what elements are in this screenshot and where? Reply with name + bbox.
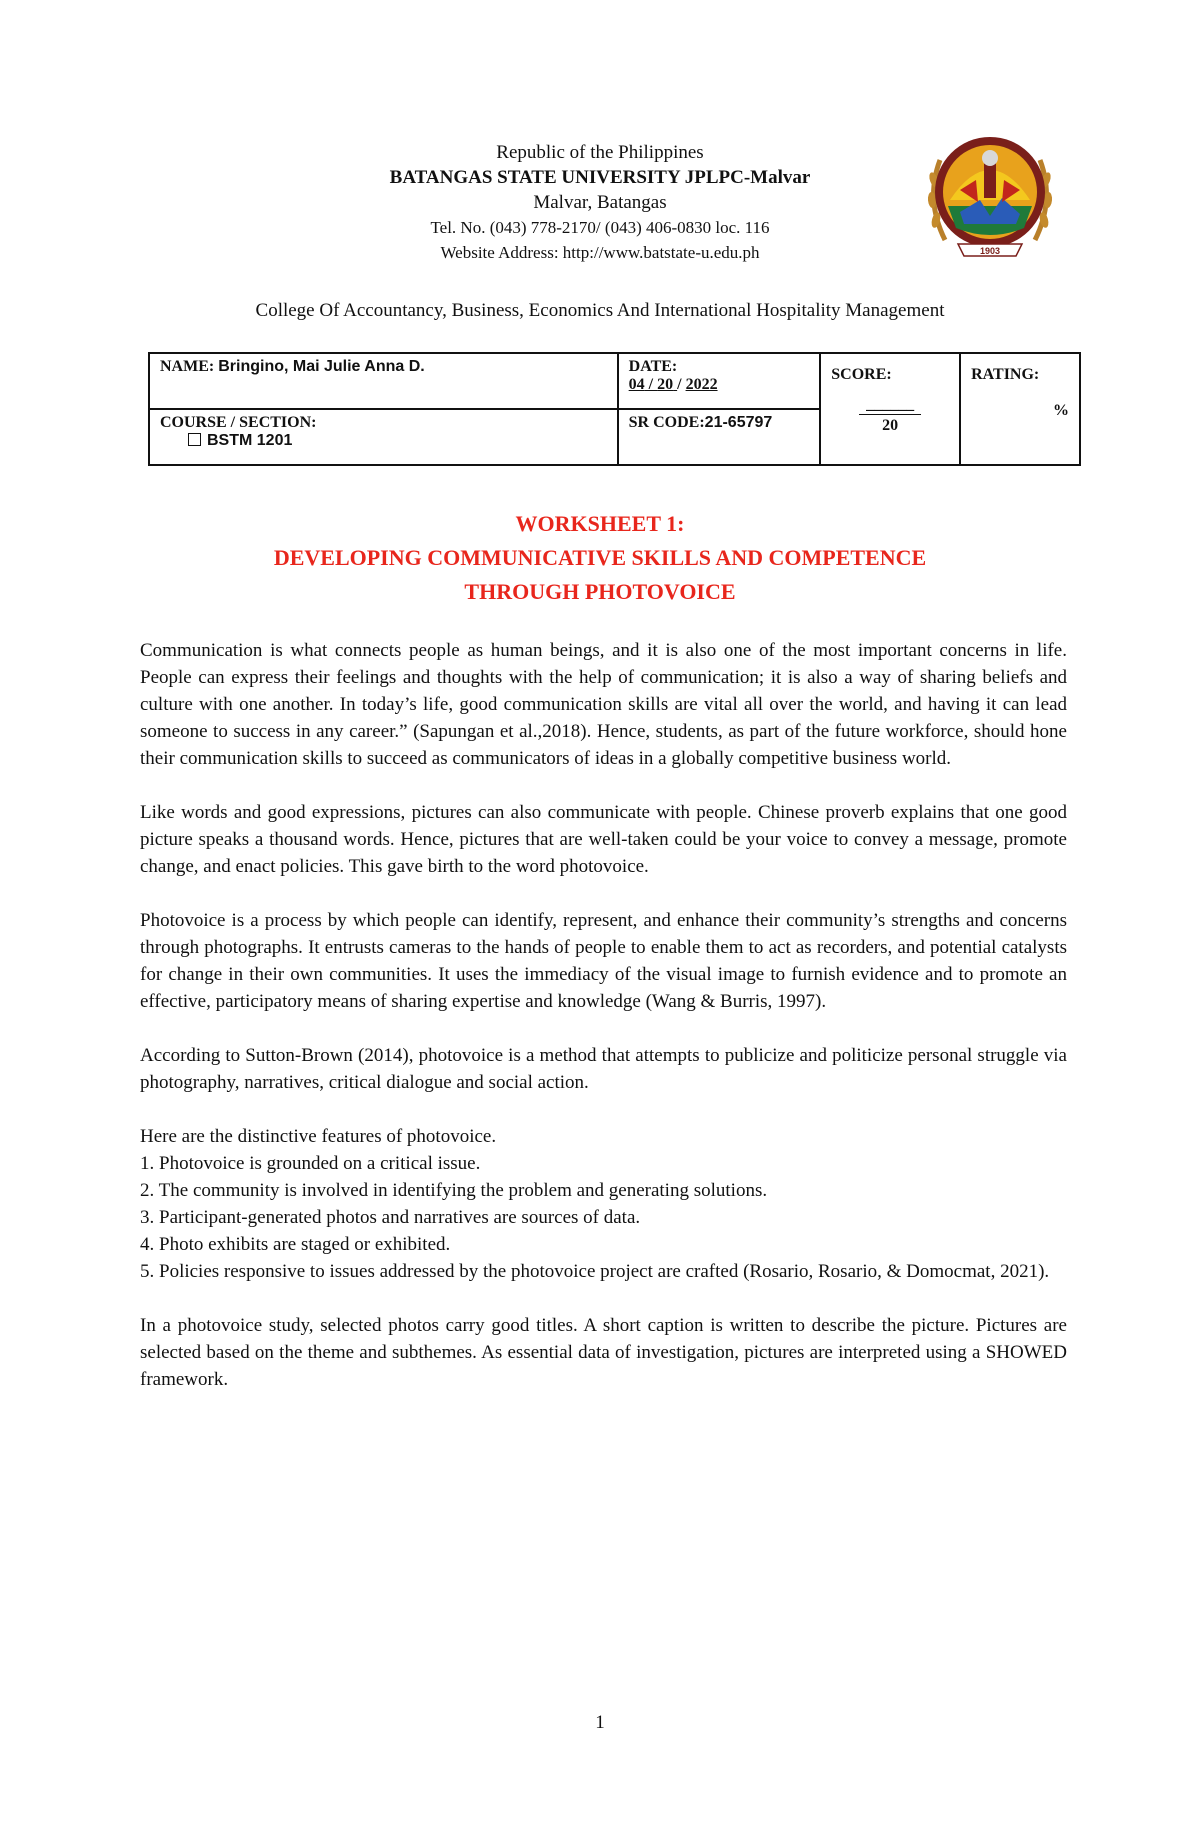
list-item: 5. Policies responsive to issues addressed by the photovoice project are crafted (Rosario, Rosario, & Domocmat, 2021). xyxy=(140,1261,1050,1282)
worksheet-title xyxy=(0,507,1200,609)
closing-paragraph: In a photovoice study, selected photos carry good titles. A short caption is written to describe the picture. Pictures are selected based on the theme and subthemes. As essential data of investigation, pictures are interpreted using a SHOWED framework. xyxy=(140,1315,1067,1390)
location-line: Malvar, Batangas xyxy=(533,192,667,213)
sr-code-label: SR CODE: xyxy=(628,414,705,431)
student-info-table xyxy=(148,352,1081,466)
date-cell xyxy=(618,353,821,409)
score-blank: ______ xyxy=(866,396,915,413)
date-label: DATE: xyxy=(628,358,678,375)
rating-label: RATING: xyxy=(971,366,1040,383)
seal-year: 1903 xyxy=(979,246,1001,256)
sr-code-cell xyxy=(618,409,821,465)
name-value: Bringino, Mai Julie Anna D. xyxy=(218,358,425,375)
worksheet-body xyxy=(140,637,1067,1420)
paragraph-2: Like words and good expressions, pictures can also communicate with people. Chinese proverb explains that one good picture speaks a thousand words. Hence, pictures that are well-taken could be your voice to convey a message, promote change, and enact policies. This gave birth to the word photovoice. xyxy=(140,802,1067,877)
name-cell xyxy=(149,353,618,409)
score-total: 20 xyxy=(859,414,921,435)
university-name: BATANGAS STATE UNIVERSITY JPLPC-Malvar xyxy=(389,167,811,188)
score-cell xyxy=(820,353,960,465)
date-value: 04 / 20 / 2022 xyxy=(628,376,718,393)
list-item: 1. Photovoice is grounded on a critical issue. xyxy=(140,1153,481,1174)
course-cell xyxy=(149,409,618,465)
title-line-2: DEVELOPING COMMUNICATIVE SKILLS AND COMPETENCE xyxy=(273,545,927,570)
university-seal-icon xyxy=(920,120,1060,270)
features-list xyxy=(140,1123,1067,1285)
checkbox-icon xyxy=(188,433,201,446)
website-line: Website Address: http://www.batstate-u.edu.ph xyxy=(440,243,760,262)
republic-line: Republic of the Philippines xyxy=(496,142,704,163)
list-item: 3. Participant-generated photos and narratives are sources of data. xyxy=(140,1207,641,1228)
date-year: 2022 xyxy=(685,376,718,393)
score-label: SCORE: xyxy=(831,366,892,383)
course-label: COURSE / SECTION: xyxy=(160,414,317,431)
course-value: BSTM 1201 xyxy=(207,432,293,449)
title-line-1: WORKSHEET 1: xyxy=(515,511,685,536)
paragraph-4: According to Sutton-Brown (2014), photovoice is a method that attempts to publicize and politicize personal struggle via photography, narratives, critical dialogue and social action. xyxy=(140,1045,1067,1093)
list-item: 2. The community is involved in identifying the problem and generating solutions. xyxy=(140,1180,768,1201)
paragraph-1: Communication is what connects people as human beings, and it is also one of the most important concerns in life. People can express their feelings and thoughts with the help of communication; it is also a way of sharing beliefs and culture with one another. In today’s life, good communication skills are vital all over the world, and having it can lead someone to success in any career.” (Sapungan et al.,2018). Hence, students, as part of the future workforce, should hone their communication skills to succeed as communicators of ideas in a globally competitive business world. xyxy=(140,640,1067,769)
date-day: 20 xyxy=(657,376,674,393)
features-intro: Here are the distinctive features of photovoice. xyxy=(140,1126,497,1147)
telephone-line: Tel. No. (043) 778-2170/ (043) 406-0830 loc. 116 xyxy=(430,218,770,237)
rating-unit: % xyxy=(1053,402,1069,419)
paragraph-3: Photovoice is a process by which people can identify, represent, and enhance their community’s strengths and concerns through photographs. It entrusts cameras to the hands of people to enable them to act as recorders, and potential catalysts for change in their own communities. It uses the immediacy of the visual image to furnish evidence and to promote an effective, participatory means of sharing expertise and knowledge (Wang & Burris, 1997). xyxy=(140,910,1067,1012)
list-item: 4. Photo exhibits are staged or exhibited. xyxy=(140,1234,451,1255)
date-month: 04 xyxy=(628,376,645,393)
page-number: 1 xyxy=(595,1712,605,1733)
name-label: NAME: xyxy=(160,358,215,375)
title-line-3: THROUGH PHOTOVOICE xyxy=(464,579,736,604)
sr-code-value: 21-65797 xyxy=(704,414,773,431)
college-name: College Of Accountancy, Business, Economics And International Hospitality Management xyxy=(255,300,945,321)
rating-cell xyxy=(960,353,1080,465)
